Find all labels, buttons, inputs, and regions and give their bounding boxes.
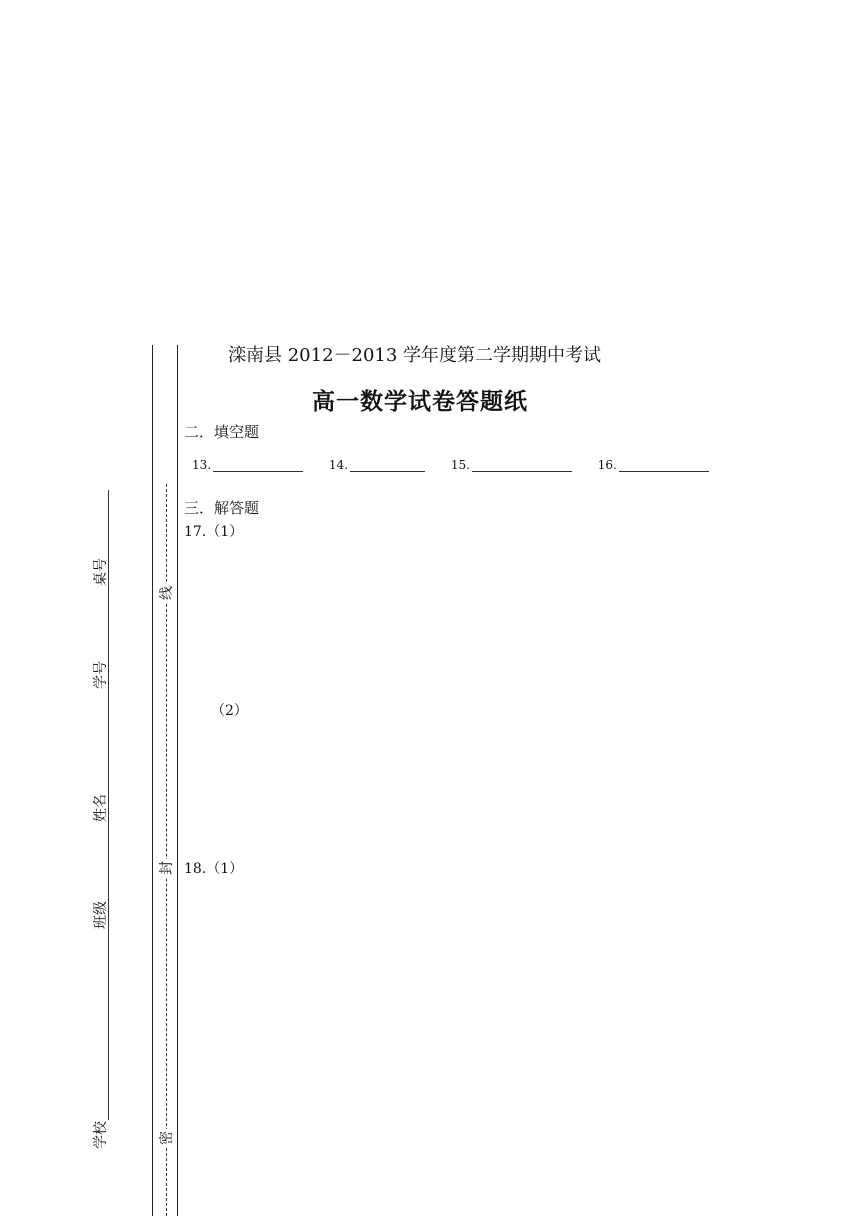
- blank-number: 16.: [597, 458, 617, 472]
- q18-label: [184, 858, 243, 878]
- binding-inner-line: [177, 345, 178, 1216]
- q17-label: [184, 521, 243, 541]
- seal-char-secret: 密: [159, 1131, 175, 1145]
- school-label: 学校: [93, 1121, 109, 1149]
- binding-outer-line: [152, 345, 153, 1216]
- answer-line: [619, 459, 709, 472]
- name-label: 姓名: [93, 794, 109, 822]
- blank-number: 14.: [328, 458, 349, 472]
- answer-line: [213, 459, 303, 472]
- answer-line: [472, 459, 572, 472]
- answer-line: [350, 459, 425, 472]
- blank-15[interactable]: [451, 458, 572, 472]
- q18-part1: （1）: [206, 861, 244, 877]
- student-number-label: 学号: [93, 661, 109, 689]
- blank-number: 15.: [450, 458, 470, 472]
- blank-14[interactable]: [329, 458, 425, 472]
- desk-number-label: 桌号: [93, 558, 109, 586]
- q17-part1: （1）: [206, 524, 244, 540]
- fill-in-blanks: [192, 458, 731, 472]
- seal-char-line: 线: [159, 586, 175, 600]
- solve-heading: 三．解答题: [184, 499, 260, 517]
- class-label: 班级: [93, 901, 109, 929]
- blank-13[interactable]: [192, 458, 303, 472]
- seal-char-seal: 封: [159, 861, 175, 875]
- blank-number: 13.: [192, 458, 212, 472]
- fill-in-heading: 二．填空题: [184, 423, 260, 441]
- q17-number: 17.: [184, 524, 207, 540]
- exam-subtitle: 滦南县 2012－2013 学年度第二学期期中考试: [228, 345, 602, 366]
- q17-part2: （2）: [211, 703, 248, 719]
- q18-number: 18.: [184, 861, 207, 877]
- blank-16[interactable]: [598, 458, 709, 472]
- page-title: 高一数学试卷答题纸: [312, 389, 528, 415]
